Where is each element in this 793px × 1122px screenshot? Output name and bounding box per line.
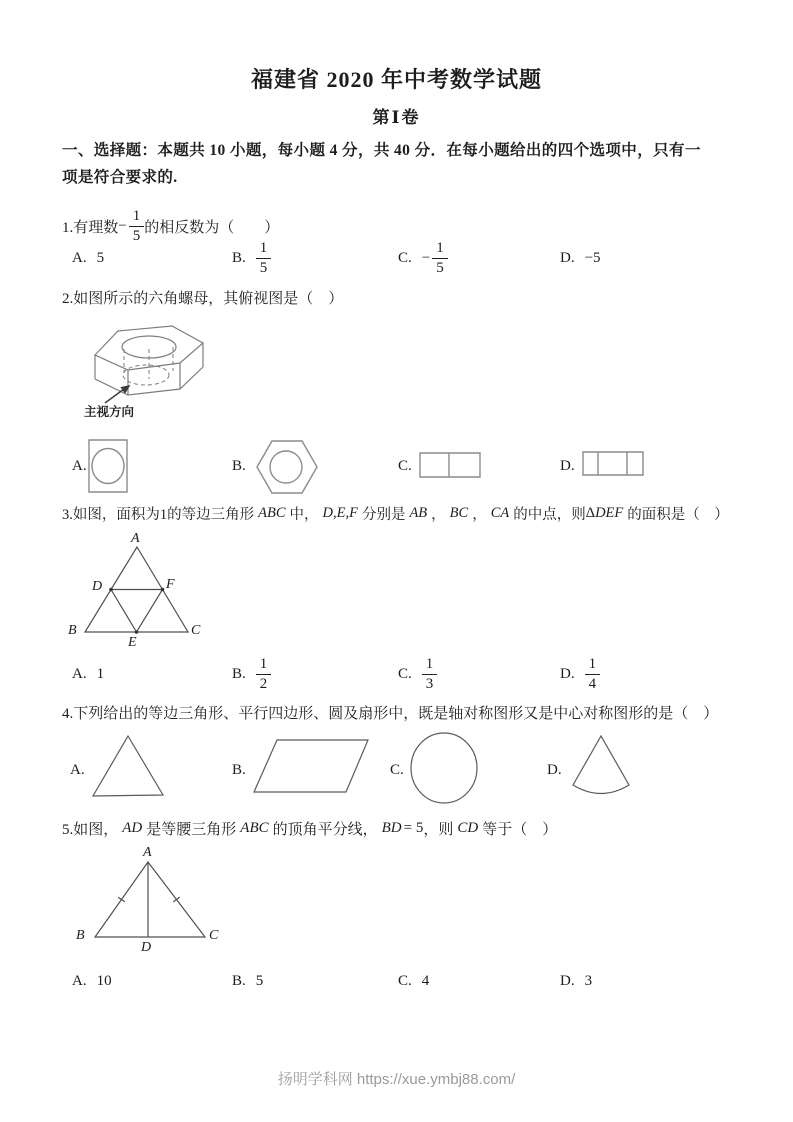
q4-stem-text: 4.下列给出的等边三角形、平行四边形、圆及扇形中，既是轴对称图形又是中心对称图形的是（ ）: [62, 706, 719, 722]
q1-stem-text: 1.有理数: [62, 219, 119, 236]
question-3-stem: [62, 503, 729, 524]
q2-option-b: [232, 456, 256, 476]
fraction-denominator: 4: [588, 675, 597, 692]
question-5-stem: [62, 818, 557, 839]
question-4-stem: [62, 702, 718, 723]
q3-text: ，: [472, 507, 487, 523]
vertex-label-f: F: [166, 577, 175, 592]
option-value: 5: [96, 249, 105, 266]
option-label: B.: [232, 972, 246, 989]
option-value: 4: [421, 972, 430, 989]
option-fraction: [256, 656, 272, 691]
q5-text: 等于（ ）: [482, 822, 558, 838]
hexagon-with-circle-icon: [256, 440, 318, 494]
vertex-label-a: A: [131, 531, 140, 546]
q3-delta: Δ: [585, 505, 596, 521]
q3-text: 中，: [289, 507, 319, 523]
fraction-sign: −: [421, 249, 431, 266]
q3-option-d: [560, 653, 600, 695]
vertex-label-a: A: [143, 845, 152, 860]
hex-nut-figure: [83, 321, 213, 407]
q3-math: CA: [490, 505, 510, 521]
option-label: B.: [232, 249, 246, 266]
q2-option-d: [560, 456, 585, 476]
q5-option-a: [72, 971, 112, 991]
watermark-footer: 扬明学科网 https://xue.ymbj88.com/: [277, 1071, 516, 1088]
option-value: 10: [96, 972, 112, 989]
q3-text: 的中点，则: [513, 507, 586, 523]
q3-option-b: [232, 653, 271, 695]
q1-fraction-numerator: 1: [129, 208, 145, 226]
vertex-label-d: D: [92, 579, 103, 594]
q2-stem-text: 2.如图所示的六角螺母，其俯视图是（ ）: [62, 291, 344, 307]
q1-option-c: [398, 236, 448, 280]
fraction-denominator: 2: [259, 675, 268, 692]
q5-text: 的顶角平分线，: [272, 822, 378, 838]
q3-math: DEF: [595, 505, 624, 521]
vertex-label-c: C: [191, 623, 201, 638]
option-label: D.: [547, 761, 562, 778]
fraction-numerator: 1: [422, 656, 438, 674]
q5-math: BD: [381, 820, 402, 836]
q1-option-b: [232, 236, 271, 280]
fraction-numerator: 1: [256, 240, 272, 258]
q3-option-c: [398, 653, 437, 695]
q3-option-a: [72, 653, 104, 695]
q1-option-d: [560, 236, 601, 280]
q5-math: AD: [122, 820, 143, 836]
q3-text: 分别是: [361, 507, 406, 523]
q5-text: = 5: [403, 820, 424, 836]
q3-math: ABC: [258, 505, 286, 521]
q5-math: CD: [457, 820, 479, 836]
parallelogram-icon: [251, 737, 371, 795]
option-label: B.: [232, 665, 246, 682]
fraction-numerator: 1: [585, 656, 601, 674]
option-value: 3: [584, 972, 593, 989]
section-instructions-line1: 一、选择题：本题共 10 小题，每小题 4 分，共 40 分．在每小题给出的四个选项中，只有一: [62, 142, 701, 159]
option-label: C.: [390, 761, 404, 778]
q5-option-c: [398, 971, 429, 991]
square-with-circle-icon: [88, 439, 128, 493]
rectangle-three-cells-icon: [582, 451, 644, 476]
circle-icon: [409, 731, 479, 805]
option-label: A.: [72, 665, 87, 682]
q3-text: 的面积是（ ）: [627, 507, 729, 523]
option-fraction: [256, 240, 272, 275]
q5-text: 是等腰三角形: [146, 822, 237, 838]
option-label: A.: [72, 249, 87, 266]
option-label: A.: [72, 457, 87, 474]
q5-option-b: [232, 971, 263, 991]
option-label: C.: [398, 249, 412, 266]
option-label: D.: [560, 249, 575, 266]
view-direction-arrow-icon: [105, 386, 129, 403]
option-label: B.: [232, 761, 246, 778]
q1-fraction-denominator: 5: [132, 227, 141, 244]
option-label: D.: [560, 457, 575, 474]
q5-text: ，则: [423, 822, 454, 838]
option-fraction: [585, 656, 601, 691]
q4-option-d: [547, 760, 572, 780]
vertex-label-b: B: [68, 623, 77, 638]
option-label: C.: [398, 457, 412, 474]
fraction-denominator: 5: [259, 259, 268, 276]
front-view-direction-label: 主视方向: [84, 405, 135, 419]
vertex-label-e: E: [128, 635, 137, 650]
fraction-numerator: 1: [432, 240, 448, 258]
option-value: −5: [584, 249, 601, 266]
option-value: 5: [255, 972, 264, 989]
option-label: D.: [560, 665, 575, 682]
q1-fraction: [129, 208, 145, 243]
q5-option-d: [560, 971, 592, 991]
option-label: C.: [398, 972, 412, 989]
isosceles-triangle-bisector-figure: [80, 852, 220, 944]
option-label: A.: [70, 761, 85, 778]
rectangle-two-cells-icon: [419, 452, 481, 478]
q5-math: ABC: [240, 820, 269, 836]
option-fraction: [422, 656, 438, 691]
option-label: D.: [560, 972, 575, 989]
q1-option-a: [72, 236, 104, 280]
volume-heading: 第Ⅰ卷: [372, 108, 421, 127]
sector-icon: [570, 734, 634, 800]
fraction-denominator: 5: [436, 259, 444, 276]
q3-math: AB: [409, 505, 428, 521]
option-value: 1: [96, 665, 105, 682]
option-label: B.: [232, 457, 246, 474]
fraction-numerator: 1: [256, 656, 272, 674]
q3-text: ，: [431, 507, 446, 523]
vertex-label-b: B: [76, 928, 85, 943]
q5-text: 5.如图，: [62, 822, 119, 838]
option-label: A.: [72, 972, 87, 989]
equilateral-triangle-icon: [90, 734, 166, 798]
fraction-denominator: 3: [425, 675, 434, 692]
section-instructions-line2: 项是符合要求的.: [62, 169, 178, 186]
vertex-label-d: D: [141, 940, 152, 955]
q3-text: 3.如图，面积为1的等边三角形: [62, 507, 255, 523]
q3-math: D,E,F: [322, 505, 358, 521]
q1-stem-text-after: 的相反数为（ ）: [144, 219, 280, 236]
page-title: 福建省 2020 年中考数学试题: [250, 67, 542, 92]
q3-math: BC: [449, 505, 469, 521]
vertex-label-c: C: [209, 928, 219, 943]
option-label: C.: [398, 665, 412, 682]
question-2-stem: [62, 287, 343, 308]
q1-fraction-sign: −: [118, 217, 127, 234]
option-fraction: [432, 240, 448, 275]
